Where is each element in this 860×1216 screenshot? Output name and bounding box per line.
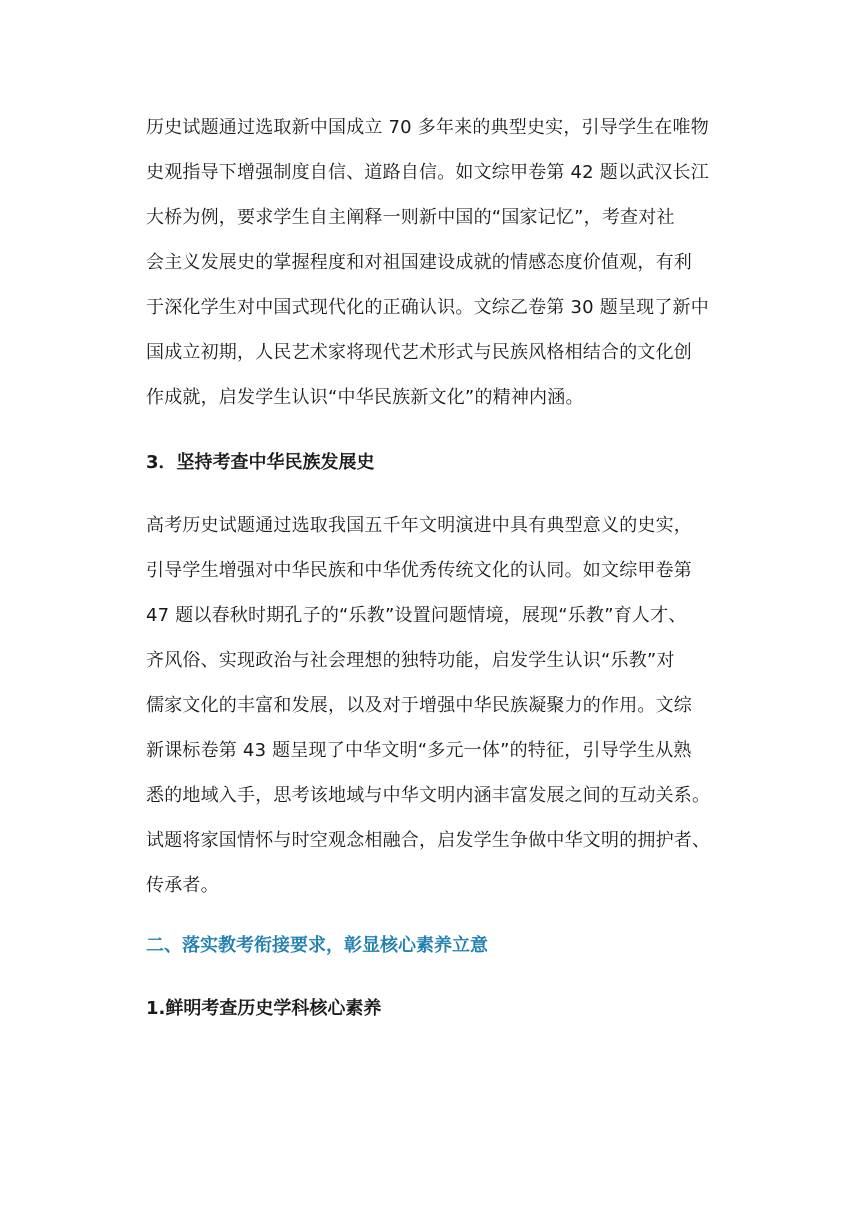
paragraph-2-line: 引导学生增强对中华民族和中华优秀传统文化的认同。如文综甲卷第	[146, 560, 692, 581]
section-heading-3: 3．坚持考查中华民族发展史	[146, 452, 375, 473]
subheading-1: 1.鲜明考查历史学科核心素养	[146, 998, 382, 1019]
paragraph-1-line: 大桥为例，要求学生自主阐释一则新中国的“国家记忆”，考查对社	[146, 207, 675, 228]
paragraph-2-line: 47 题以春秋时期孔子的“乐教”设置问题情境，展现“乐教”育人才、	[146, 605, 687, 626]
paragraph-2-line: 齐风俗、实现政治与社会理想的独特功能，启发学生认识“乐教”对	[146, 650, 675, 671]
paragraph-1-line: 史观指导下增强制度自信、道路自信。如文综甲卷第 42 题以武汉长江	[146, 162, 709, 183]
paragraph-1-line: 历史试题通过选取新中国成立 70 多年来的典型史实，引导学生在唯物	[146, 117, 709, 138]
section-2-heading: 二、落实教考衔接要求，彰显核心素养立意	[146, 935, 488, 956]
paragraph-1-line: 会主义发展史的掌握程度和对祖国建设成就的情感态度价值观，有利	[146, 252, 692, 273]
paragraph-2-line: 儒家文化的丰富和发展，以及对于增强中华民族凝聚力的作用。文综	[146, 695, 692, 716]
paragraph-2-line: 悉的地域入手，思考该地域与中华文明内涵丰富发展之间的互动关系。	[146, 785, 711, 806]
paragraph-2-line: 试题将家国情怀与时空观念相融合，启发学生争做中华文明的拥护者、	[146, 830, 711, 851]
paragraph-1-line: 于深化学生对中国式现代化的正确认识。文综乙卷第 30 题呈现了新中	[146, 297, 709, 318]
paragraph-1-line: 作成就，启发学生认识“中华民族新文化”的精神内涵。	[146, 387, 584, 408]
paragraph-2-line: 传承者。	[146, 875, 219, 896]
paragraph-1-line: 国成立初期，人民艺术家将现代艺术形式与民族风格相结合的文化创	[146, 342, 692, 363]
paragraph-2-line: 新课标卷第 43 题呈现了中华文明“多元一体”的特征，引导学生从熟	[146, 740, 692, 761]
paragraph-2-line: 高考历史试题通过选取我国五千年文明演进中具有典型意义的史实，	[146, 515, 692, 536]
